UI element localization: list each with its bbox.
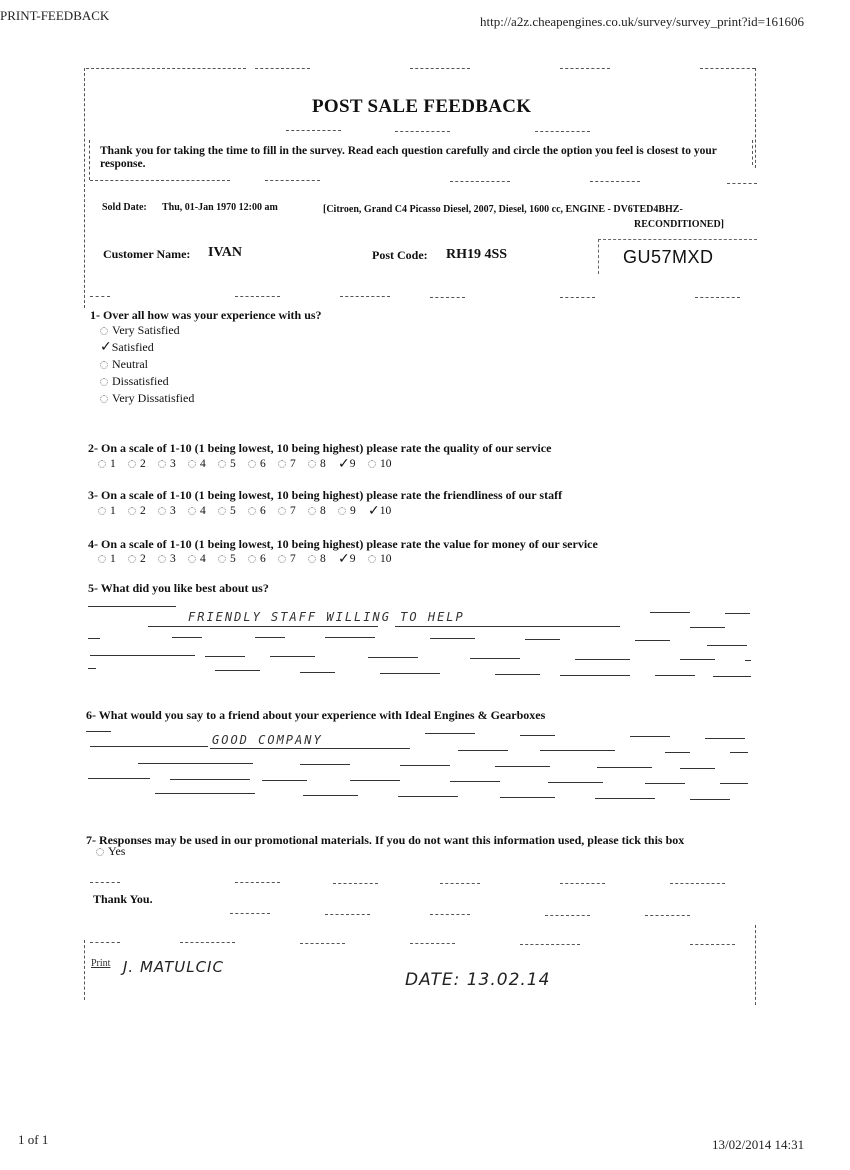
answer-line <box>730 752 748 753</box>
radio-icon <box>368 460 376 468</box>
border-segment <box>235 296 280 297</box>
border-segment <box>535 131 590 132</box>
answer-line <box>495 674 540 675</box>
intro-text: Thank you for taking the time to fill in the survey. Read each question carefully and circle the option you feel is closest to your response. <box>100 145 717 170</box>
q4-scale-option[interactable]: 7 <box>278 551 308 567</box>
radio-icon <box>278 460 286 468</box>
q1-option[interactable]: Very Dissatisfied <box>100 390 194 407</box>
answer-line <box>300 764 350 765</box>
q1-option[interactable]: Very Satisfied <box>100 322 194 339</box>
question-1: 1- Over all how was your experience with us? <box>90 308 322 322</box>
border-segment <box>560 297 595 298</box>
signature-date: DATE: 13.02.14 <box>405 970 551 990</box>
registration-value: GU57MXD <box>623 247 714 267</box>
thank-you-text: Thank You. <box>93 892 153 906</box>
answer-line <box>90 655 195 656</box>
border-segment <box>430 297 465 298</box>
answer-line <box>690 799 730 800</box>
print-label: Print <box>91 958 111 969</box>
answer-line <box>148 626 378 627</box>
radio-icon <box>338 507 346 515</box>
answer-line <box>595 798 655 799</box>
checkbox-icon <box>96 848 104 856</box>
border-right-bottom <box>755 925 756 1005</box>
page-footer-right: 13/02/2014 14:31 <box>712 1137 805 1152</box>
border-segment <box>90 180 230 181</box>
q4-scale <box>98 551 398 567</box>
answer-line <box>255 637 285 638</box>
border-segment <box>86 68 246 69</box>
answer-line <box>520 735 555 736</box>
question-2: 2- On a scale of 1-10 (1 being lowest, 10 being highest) please rate the quality of our service <box>88 441 552 455</box>
border-segment <box>727 183 757 184</box>
border-segment <box>90 942 120 943</box>
answer-line <box>680 768 715 769</box>
answer-line <box>458 750 508 751</box>
q1-option[interactable]: Neutral <box>100 356 194 373</box>
radio-icon <box>218 507 226 515</box>
answer-line <box>655 675 695 676</box>
answer-line <box>90 746 208 747</box>
border-segment <box>560 883 605 884</box>
q4-scale-option[interactable]: 5 <box>218 551 248 567</box>
answer-line <box>525 639 560 640</box>
answer-line <box>210 748 410 749</box>
answer-line <box>172 637 202 638</box>
radio-icon <box>308 460 316 468</box>
question-6: 6- What would you say to a friend about your experience with Ideal Engines & Gearboxes <box>86 708 546 722</box>
q3-scale <box>98 503 398 519</box>
border-segment <box>695 297 740 298</box>
answer-line <box>745 660 751 661</box>
q3-scale-option[interactable]: 4 <box>188 503 218 519</box>
q6-answer[interactable]: GOOD COMPANY <box>212 733 323 747</box>
q7-optout-checkbox[interactable]: Yes <box>96 843 125 860</box>
answer-line <box>680 659 715 660</box>
q2-scale-option[interactable]: 5 <box>218 456 248 472</box>
border-segment <box>450 181 510 182</box>
signed-name: J. MATULCIC <box>123 958 224 976</box>
answer-line <box>88 668 96 669</box>
answer-line <box>303 795 358 796</box>
q2-scale-option[interactable]: 3 <box>158 456 188 472</box>
answer-line <box>707 645 747 646</box>
radio-icon <box>100 361 108 369</box>
radio-icon <box>188 507 196 515</box>
radio-icon <box>128 507 136 515</box>
page-title: POST SALE FEEDBACK <box>312 96 532 117</box>
answer-line <box>713 676 751 677</box>
border-segment <box>90 296 110 297</box>
q2-scale-option[interactable]: 1 <box>98 456 128 472</box>
answer-line <box>430 638 475 639</box>
answer-line <box>540 750 615 751</box>
answer-line <box>425 733 475 734</box>
border-segment <box>545 915 590 916</box>
border-segment <box>395 131 450 132</box>
border-segment <box>410 68 470 69</box>
answer-line <box>575 659 630 660</box>
q2-scale-option[interactable]: 4 <box>188 456 218 472</box>
sold-date-value: Thu, 01-Jan 1970 12:00 am <box>162 202 278 213</box>
answer-line <box>548 782 603 783</box>
question-5: 5- What did you like best about us? <box>88 581 269 595</box>
q3-scale-option[interactable]: 1 <box>98 503 128 519</box>
radio-icon <box>158 460 166 468</box>
answer-line <box>88 638 100 639</box>
answer-line <box>635 640 670 641</box>
q2-scale-option-selected[interactable]: ✓ 9 <box>338 456 356 472</box>
q4-scale-option[interactable]: 10 <box>368 551 398 567</box>
postcode-label: Post Code: <box>372 248 428 262</box>
answer-line <box>205 656 245 657</box>
border-segment <box>333 883 378 884</box>
border-segment <box>286 130 341 131</box>
radio-icon <box>218 460 226 468</box>
radio-icon <box>158 555 166 563</box>
answer-line <box>86 731 111 732</box>
border-segment <box>690 944 735 945</box>
checkmark-icon: ✓ <box>100 339 112 355</box>
border-right <box>755 68 756 168</box>
answer-line <box>725 613 750 614</box>
radio-icon <box>188 555 196 563</box>
q3-scale-option[interactable]: 7 <box>278 503 308 519</box>
q2-scale-option[interactable]: 6 <box>248 456 278 472</box>
radio-icon <box>98 460 106 468</box>
radio-icon <box>128 460 136 468</box>
sold-date-label: Sold Date: <box>102 202 147 213</box>
answer-line <box>270 656 315 657</box>
answer-line <box>400 765 450 766</box>
q4-scale-option[interactable]: 8 <box>308 551 338 567</box>
radio-icon <box>248 460 256 468</box>
border-segment <box>410 943 455 944</box>
question-7: 7- Responses may be used in our promotional materials. If you do not want this information used, please tick this box <box>86 833 685 847</box>
answer-line <box>630 736 670 737</box>
border-left <box>84 68 85 308</box>
answer-line <box>560 675 630 676</box>
answer-line <box>398 796 458 797</box>
answer-line <box>650 612 690 613</box>
page-footer-left: 1 of 1 <box>18 1132 49 1147</box>
border-segment <box>265 180 320 181</box>
radio-icon <box>98 507 106 515</box>
answer-line <box>170 779 250 780</box>
q2-scale-option[interactable]: 10 <box>368 456 398 472</box>
q1-options <box>100 322 194 407</box>
answer-line <box>88 606 176 607</box>
border-segment <box>230 913 270 914</box>
answer-line <box>395 626 620 627</box>
answer-line <box>350 780 400 781</box>
answer-line <box>450 781 500 782</box>
border-segment <box>590 181 640 182</box>
radio-icon <box>100 327 108 335</box>
q4-scale-option-selected[interactable]: ✓ 9 <box>338 551 356 567</box>
answer-line <box>300 672 335 673</box>
q3-scale-option[interactable]: 5 <box>218 503 248 519</box>
answer-line <box>495 766 550 767</box>
radio-icon <box>308 555 316 563</box>
checkmark-icon: ✓ <box>338 456 350 472</box>
border-segment <box>180 942 235 943</box>
answer-line <box>705 738 745 739</box>
intro-border-left <box>89 140 90 180</box>
q3-scale-option-selected[interactable]: ✓ 10 <box>368 503 392 519</box>
q3-scale-option[interactable]: 2 <box>128 503 158 519</box>
radio-icon <box>188 460 196 468</box>
border-segment <box>645 915 690 916</box>
border-segment <box>560 68 610 69</box>
answer-line <box>500 797 555 798</box>
question-4: 4- On a scale of 1-10 (1 being lowest, 10 being highest) please rate the value for money of our service <box>88 537 598 551</box>
customer-name-value: IVAN <box>208 245 242 260</box>
radio-icon <box>100 395 108 403</box>
radio-icon <box>128 555 136 563</box>
answer-line <box>470 658 520 659</box>
radio-icon <box>100 378 108 386</box>
answer-line <box>380 673 440 674</box>
radio-icon <box>248 507 256 515</box>
border-left-bottom <box>84 940 85 1000</box>
q2-scale-option[interactable]: 2 <box>128 456 158 472</box>
q4-scale-option[interactable]: 2 <box>128 551 158 567</box>
answer-line <box>325 637 375 638</box>
postcode-value: RH19 4SS <box>446 247 508 262</box>
vehicle-line-2: RECONDITIONED] <box>634 219 725 230</box>
q1-option-selected[interactable]: ✓ Satisfied <box>100 339 154 355</box>
q3-scale-option[interactable]: 3 <box>158 503 188 519</box>
answer-line <box>720 783 748 784</box>
border-segment <box>340 296 390 297</box>
answer-line <box>665 752 690 753</box>
q3-scale-option[interactable]: 8 <box>308 503 338 519</box>
q5-answer[interactable]: FRIENDLY STAFF WILLING TO HELP <box>188 610 465 624</box>
border-segment <box>700 68 755 69</box>
radio-icon <box>308 507 316 515</box>
page-header-url: http://a2z.cheapengines.co.uk/survey/survey_print?id=161606 <box>480 14 804 29</box>
q4-scale-option[interactable]: 1 <box>98 551 128 567</box>
border-segment <box>520 944 580 945</box>
radio-icon <box>278 507 286 515</box>
page-header-left: PRINT-FEEDBACK <box>0 8 110 23</box>
checkmark-icon: ✓ <box>338 551 350 567</box>
answer-line <box>368 657 418 658</box>
radio-icon <box>98 555 106 563</box>
answer-line <box>597 767 652 768</box>
border-segment <box>440 883 480 884</box>
border-segment <box>90 882 120 883</box>
border-segment <box>670 883 725 884</box>
radio-icon <box>218 555 226 563</box>
q3-scale-option[interactable]: 9 <box>338 503 368 519</box>
answer-line <box>645 783 685 784</box>
border-segment <box>430 914 470 915</box>
answer-line <box>155 793 255 794</box>
q4-scale-option[interactable]: 3 <box>158 551 188 567</box>
border-segment <box>325 914 370 915</box>
border-segment <box>255 68 310 69</box>
q2-scale-option[interactable]: 7 <box>278 456 308 472</box>
q2-scale-option[interactable]: 8 <box>308 456 338 472</box>
answer-line <box>262 780 307 781</box>
answer-line <box>88 778 150 779</box>
vehicle-line-1: [Citroen, Grand C4 Picasso Diesel, 2007, Diesel, 1600 cc, ENGINE - DV6TED4BHZ- <box>323 204 683 215</box>
border-segment <box>235 882 280 883</box>
answer-line <box>215 670 260 671</box>
radio-icon <box>158 507 166 515</box>
radio-icon <box>278 555 286 563</box>
q1-option[interactable]: Dissatisfied <box>100 373 194 390</box>
q3-scale-option[interactable]: 6 <box>248 503 278 519</box>
question-3: 3- On a scale of 1-10 (1 being lowest, 10 being highest) please rate the friendliness of our staff <box>88 488 563 502</box>
q2-scale <box>98 456 398 472</box>
radio-icon <box>248 555 256 563</box>
q4-scale-option[interactable]: 4 <box>188 551 218 567</box>
customer-name-label: Customer Name: <box>103 247 191 261</box>
q4-scale-option[interactable]: 6 <box>248 551 278 567</box>
answer-line <box>690 627 725 628</box>
checkmark-icon: ✓ <box>368 503 380 519</box>
answer-line <box>138 763 253 764</box>
radio-icon <box>368 555 376 563</box>
border-segment <box>300 943 345 944</box>
